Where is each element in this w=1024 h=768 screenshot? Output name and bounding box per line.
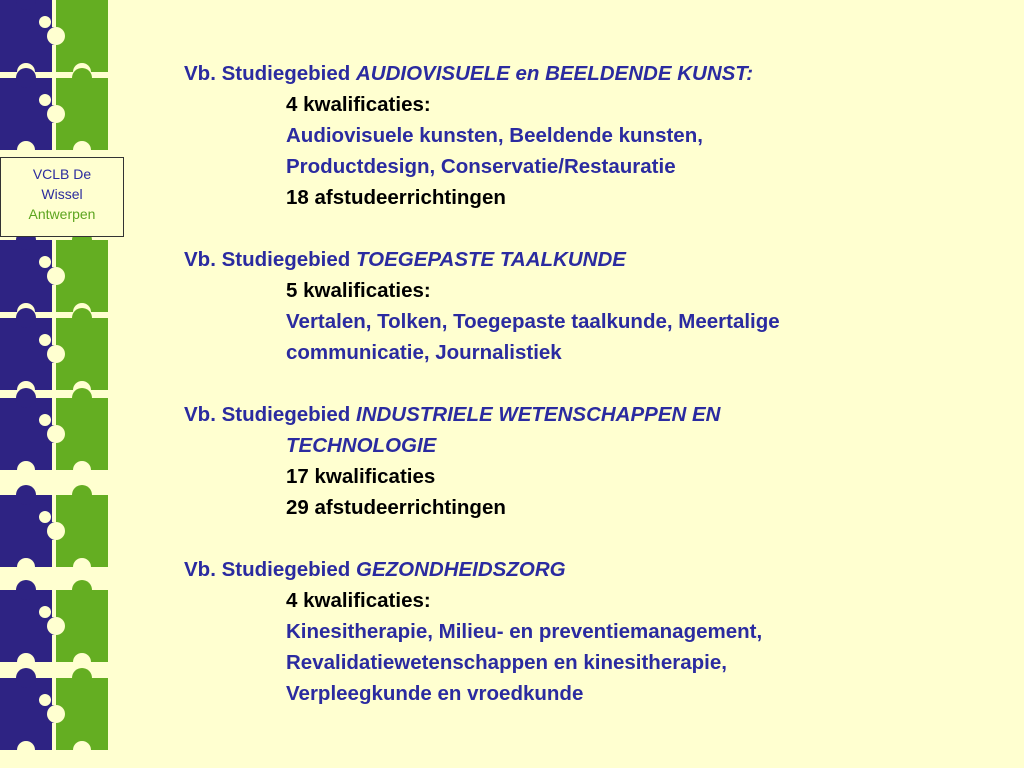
logo <box>0 157 124 237</box>
main-content <box>184 58 1004 709</box>
block-4-list-1: Kinesitherapie, Milieu- en preventiemanagement, <box>286 620 763 643</box>
block-4-count: 4 kwalificaties: <box>286 589 431 612</box>
logo-line-1: VCLB De <box>32 166 92 182</box>
block-2-heading <box>184 244 1004 275</box>
block-2-count: 5 kwalificaties: <box>286 279 431 302</box>
block-3-area: INDUSTRIELE WETENSCHAPPEN EN <box>356 403 721 426</box>
sidebar-decoration <box>0 0 120 768</box>
block-4-list-3: Verpleegkunde en vroedkunde <box>286 682 584 705</box>
block-1-heading <box>184 58 1004 89</box>
block-1-list-1: Audiovisuele kunsten, Beeldende kunsten, <box>286 124 703 147</box>
block-4-prefix: Vb. Studiegebied <box>184 558 356 581</box>
block-3-count: 17 kwalificaties <box>286 465 436 488</box>
block-2-list-2: communicatie, Journalistiek <box>286 341 562 364</box>
block-3-area-cont <box>184 430 1004 461</box>
block-1-prefix: Vb. Studiegebied <box>184 62 356 85</box>
logo-line-2: Wissel <box>41 186 83 202</box>
block-3-heading <box>184 399 1004 430</box>
block-3-prefix: Vb. Studiegebied <box>184 403 356 426</box>
block-1-extra: 18 afstudeerrichtingen <box>286 186 506 209</box>
block-3-extra: 29 afstudeerrichtingen <box>286 496 506 519</box>
block-3-area-2: TECHNOLOGIE <box>286 434 437 457</box>
puzzle-pieces-icon <box>0 0 120 768</box>
block-2-list-1: Vertalen, Tolken, Toegepaste taalkunde, Meertalige <box>286 310 780 333</box>
block-4-area: GEZONDHEIDSZORG <box>356 558 566 581</box>
logo-line-3: Antwerpen <box>28 206 96 222</box>
block-1-list-2: Productdesign, Conservatie/Restauratie <box>286 155 676 178</box>
block-1-count: 4 kwalificaties: <box>286 93 431 116</box>
block-2-prefix: Vb. Studiegebied <box>184 248 356 271</box>
block-1-area: AUDIOVISUELE en BEELDENDE KUNST: <box>356 62 754 85</box>
block-4-list-2: Revalidatiewetenschappen en kinesitherapie, <box>286 651 727 674</box>
block-4-heading <box>184 554 1004 585</box>
block-2-area: TOEGEPASTE TAALKUNDE <box>356 248 626 271</box>
